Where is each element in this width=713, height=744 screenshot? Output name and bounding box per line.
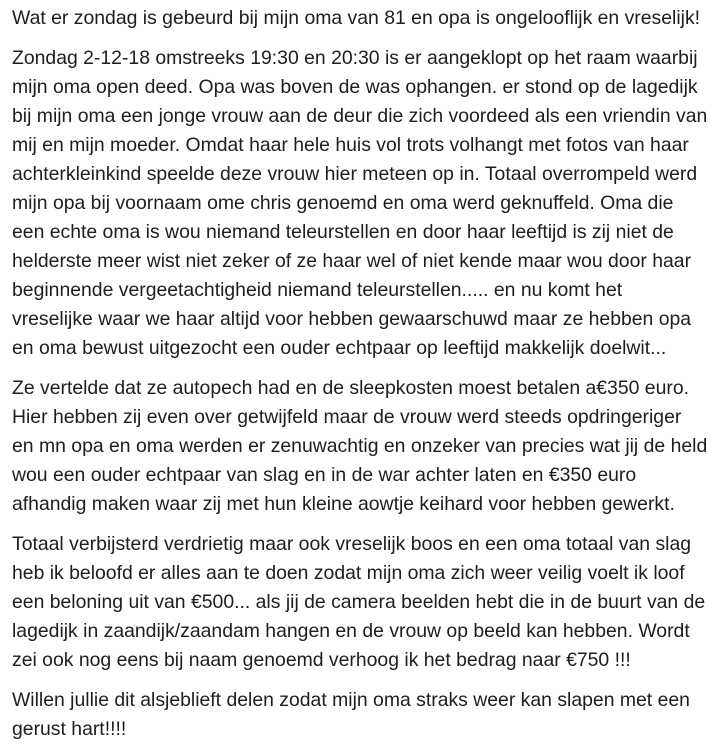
post-paragraph-scam: Ze vertelde dat ze autopech had en de sleepkosten moest betalen a€350 euro. Hier hebben zij even over getwijfeld maar de vrouw werd steeds opdringeriger en mn opa en oma werden er zenuwachtig en onzeker van precies wat jij de held wou een ouder echtpaar van slag en in de war achter laten en €350 euro afhandig maken waar zij met hun kleine aowtje keihard voor hebben gewerkt. [12,377,708,515]
post-body [12,4,708,744]
post-paragraph-reward: Totaal verbijsterd verdrietig maar ook vreselijk boos en een oma totaal van slag heb ik beloofd er alles aan te doen zodat mijn oma zich weer veilig voelt ik loof een beloning uit van €500... als jij de camera beelden hebt die in de buurt van de lagedijk in zaandijk/zaandam hangen en de vrouw op beeld kan hebben. Wordt zei ook nog eens bij naam genoemd verhoog ik het bedrag naar €750 !!! [12,533,706,671]
post-paragraph-share-request: Willen jullie dit alsjeblieft delen zodat mijn oma straks weer kan slapen met een gerust hart!!!! [12,689,690,740]
post-paragraph-intro: Wat er zondag is gebeurd bij mijn oma van 81 en opa is ongelooflijk en vreselijk! [12,7,701,29]
post-paragraph-incident: Zondag 2-12-18 omstreeks 19:30 en 20:30 is er aangeklopt op het raam waarbij mijn oma open deed. Opa was boven de was ophangen. er stond op de lagedijk bij mijn oma een jonge vrouw aan de deur die zich voordeed als een vriendin van mij en mijn moeder. Omdat haar hele huis vol trots volhangt met fotos van haar achterkleinkind speelde deze vrouw hier meteen op in. Totaal overrompeld werd mijn opa bij voornaam ome chris genoemd en oma werd geknuffeld. Oma die een echte oma is wou niemand teleurstellen en door haar leeftijd is zij niet de helderste meer wist niet zeker of ze haar wel of niet kende maar wou door haar beginnende vergeetachtigheid niemand teleurstellen..... en nu komt het vreselijke waar we haar altijd voor hebben gewaarschuwd maar ze hebben opa en oma bewust uitgezocht een ouder echtpaar op leeftijd makkelijk doelwit... [12,47,708,359]
